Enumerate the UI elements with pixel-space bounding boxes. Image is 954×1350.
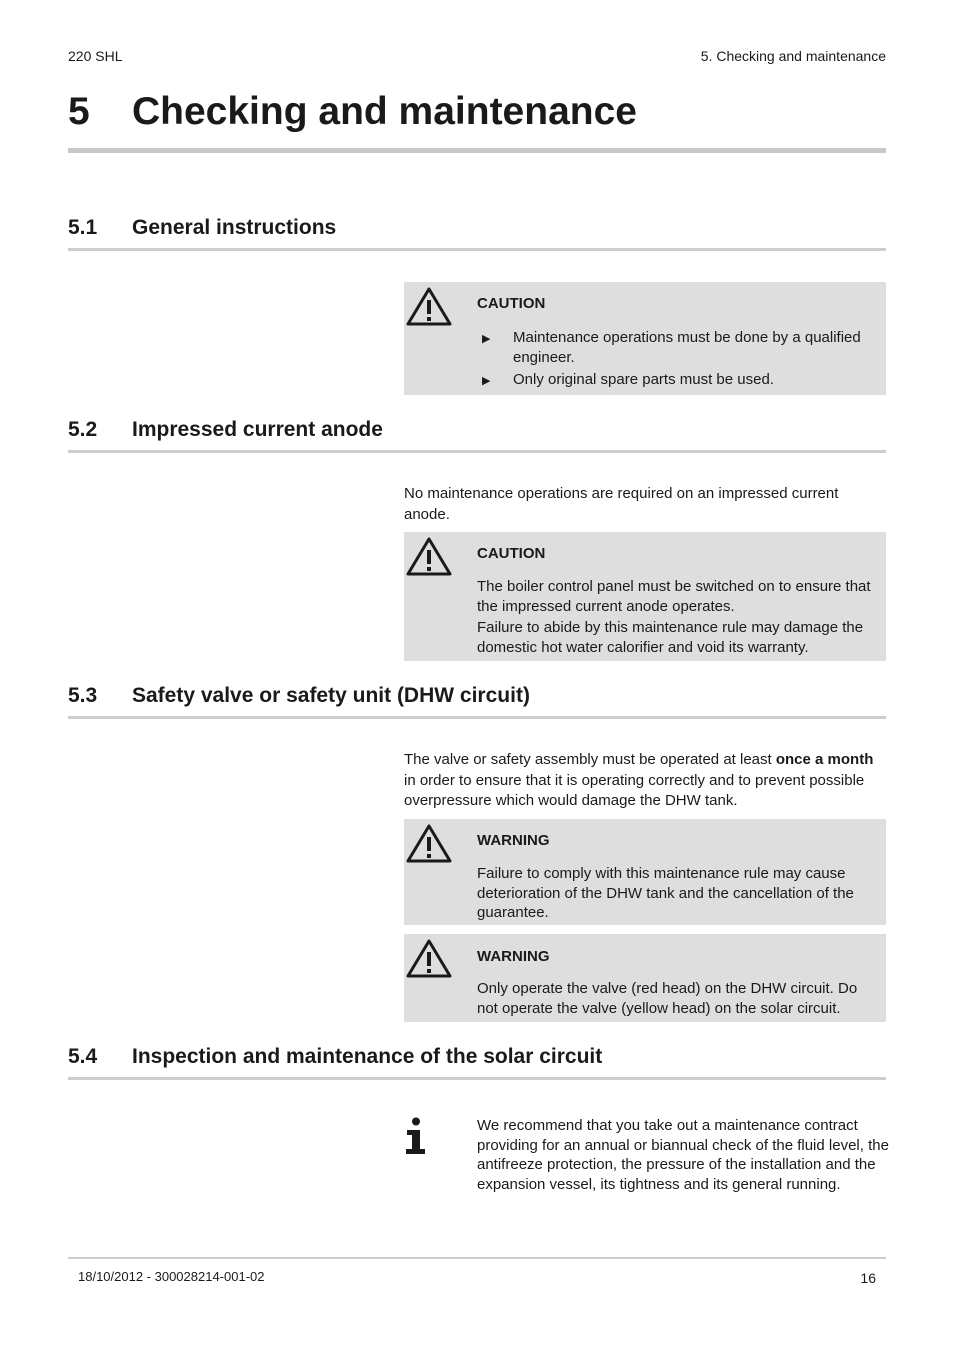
section-title-text: Impressed current anode	[132, 418, 383, 441]
caution-icon	[406, 286, 452, 326]
caution-panel-general	[404, 282, 886, 395]
warning-title: WARNING	[477, 832, 550, 849]
section-title-text: Safety valve or safety unit (DHW circuit)	[132, 684, 530, 707]
caution-bullet: Maintenance operations must be done by a qualified engineer.	[513, 329, 861, 366]
valve-paragraph-text: in order to ensure that it is operating correctly and to prevent possible overpressure which would damage the DHW tank.	[404, 771, 865, 809]
warning-title: WARNING	[477, 948, 550, 965]
info-icon	[404, 1117, 428, 1155]
footer-doc-ref: 18/10/2012 - 300028214-001-02	[78, 1269, 265, 1284]
running-header-chapter: 5. Checking and maintenance	[700, 48, 886, 64]
caution-text: Failure to abide by this maintenance rule may damage the domestic hot water calorifier and void its warranty.	[477, 619, 864, 656]
page-number: 16	[860, 1270, 876, 1286]
section-title-5-1	[68, 216, 336, 240]
chapter-number: 5	[68, 90, 90, 133]
section-rule	[68, 716, 886, 719]
anode-paragraph: No maintenance operations are required on an impressed current anode.	[404, 485, 839, 523]
section-title-5-2	[68, 418, 383, 442]
warning-text: Only operate the valve (red head) on the DHW circuit. Do not operate the valve (yellow head) on the solar circuit.	[477, 980, 858, 1017]
chapter-rule	[68, 148, 886, 153]
section-rule	[68, 450, 886, 453]
valve-paragraph-emphasis: once a month	[775, 751, 874, 768]
warning-panel-valve	[404, 934, 886, 1022]
caution-title: CAUTION	[477, 545, 546, 562]
valve-paragraph-text: The valve or safety assembly must be operated at least	[404, 751, 776, 768]
section-number: 5.2	[68, 418, 98, 441]
footer-rule	[68, 1257, 886, 1259]
section-number: 5.3	[68, 684, 98, 707]
section-title-text: Inspection and maintenance of the solar circuit	[132, 1045, 603, 1068]
section-rule	[68, 248, 886, 251]
caution-title: CAUTION	[477, 295, 546, 312]
caution-bullet: Only original spare parts must be used.	[513, 371, 774, 388]
caution-text: The boiler control panel must be switched on to ensure that the impressed current anode operates.	[477, 578, 871, 615]
warning-panel-tank	[404, 819, 886, 925]
bullet-arrow-icon: ▶	[482, 333, 491, 345]
bullet-arrow-icon: ▶	[482, 375, 491, 387]
chapter-title	[68, 90, 637, 134]
warning-text: Failure to comply with this maintenance rule may cause deterioration of the DHW tank and the cancellation of the guarantee.	[477, 865, 854, 921]
section-rule	[68, 1077, 886, 1080]
section-number: 5.1	[68, 216, 98, 239]
valve-paragraph	[404, 750, 888, 812]
running-header-model: 220 SHL	[68, 48, 123, 64]
chapter-title-text: Checking and maintenance	[132, 90, 637, 133]
warning-icon	[406, 938, 452, 978]
caution-panel-anode	[404, 532, 886, 661]
section-title-5-3	[68, 684, 530, 708]
caution-icon	[406, 536, 452, 576]
info-text: We recommend that you take out a maintenance contract providing for an annual or biannual check of the fluid level, the antifreeze protection, the pressure of the installation and the expansion vessel, its tightness and its general running.	[477, 1117, 889, 1193]
section-title-text: General instructions	[132, 216, 337, 239]
warning-icon	[406, 823, 452, 863]
section-number: 5.4	[68, 1045, 98, 1068]
section-title-5-4	[68, 1045, 602, 1069]
